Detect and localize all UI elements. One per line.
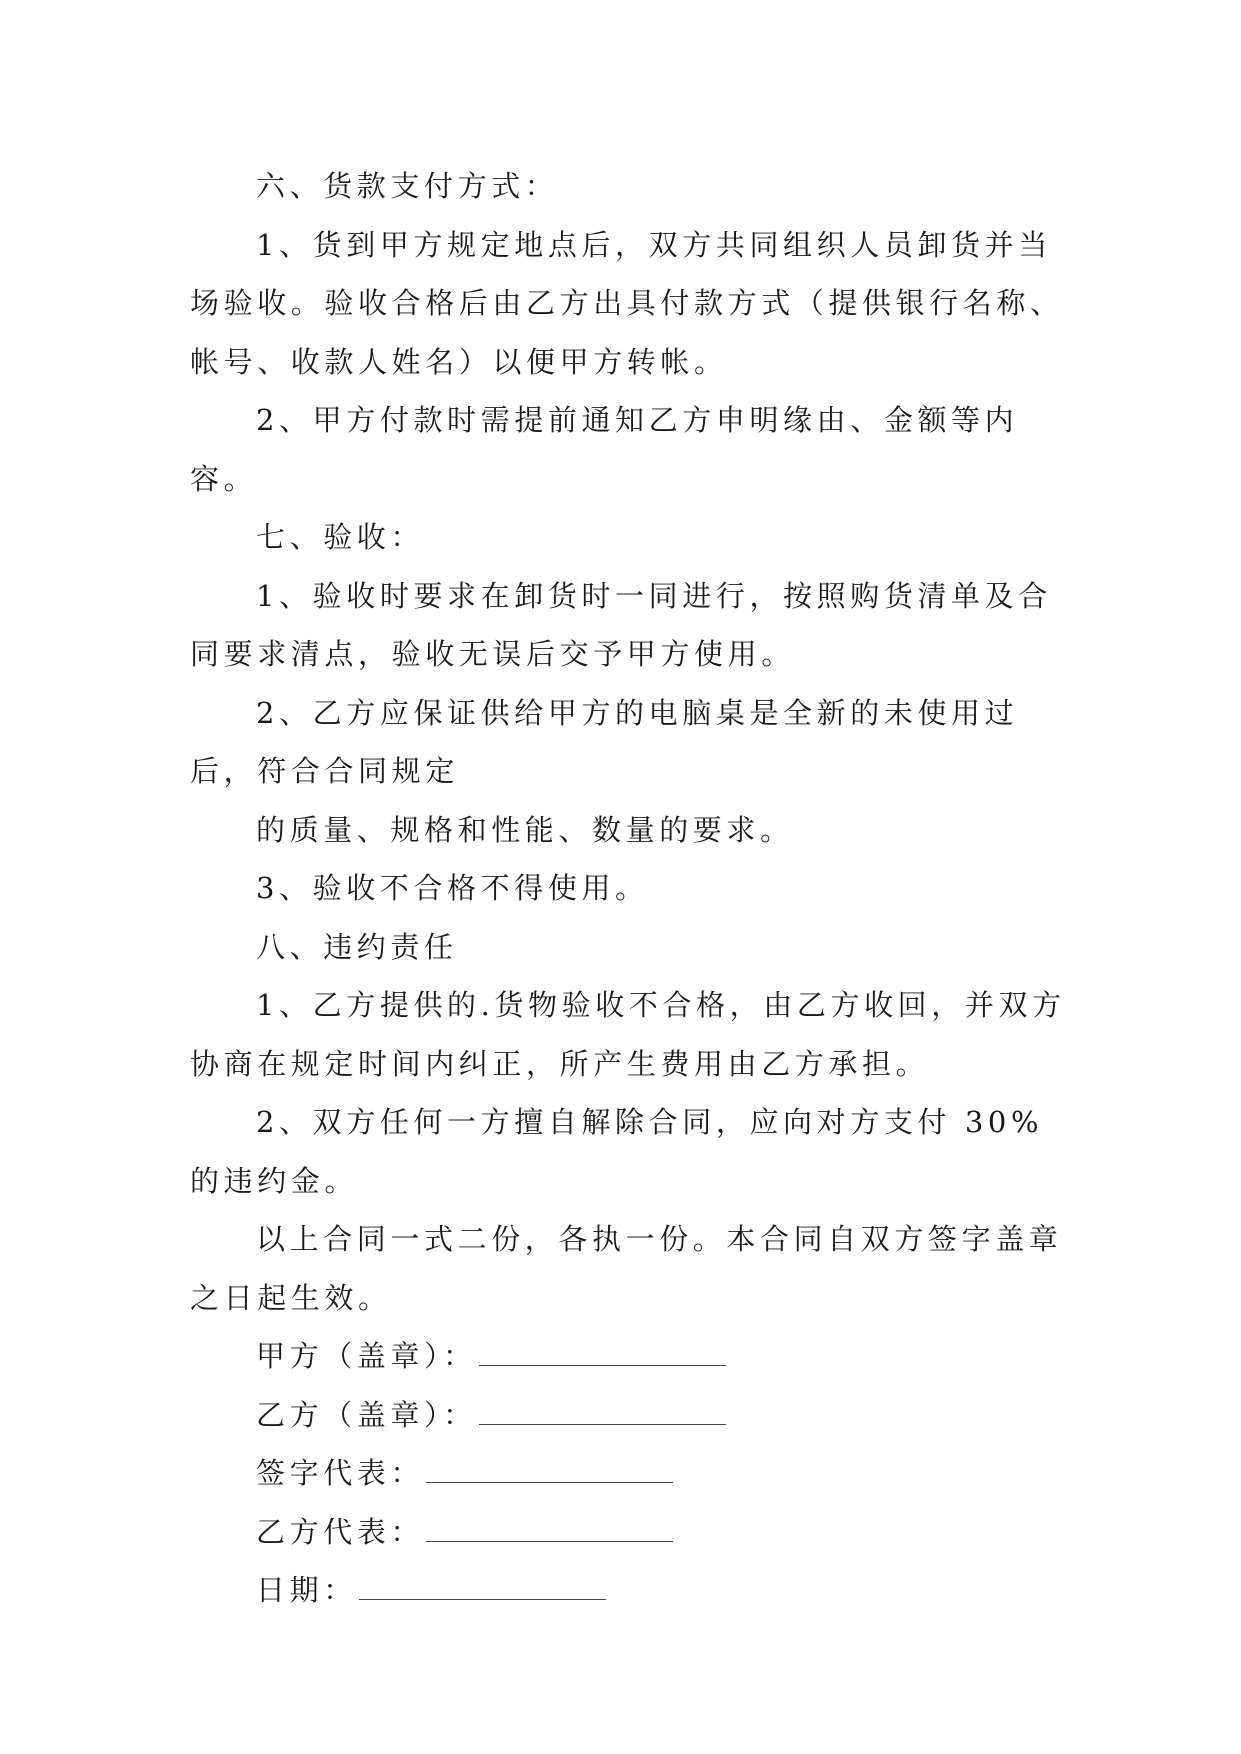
- signature-field-party-a: [190, 1327, 1070, 1386]
- signature-field-representative: [190, 1444, 1070, 1503]
- section-heading-liability: 八、违约责任: [256, 929, 458, 964]
- payment-clause-2: 2、甲方付款时需提前通知乙方申明缘由、金额等内容。: [190, 403, 1019, 496]
- signature-field-date: [190, 1561, 1070, 1620]
- signature-label-party-a: 甲方（盖章）：: [256, 1339, 477, 1373]
- signature-line-representative: [426, 1460, 673, 1483]
- section-heading-payment: 六、货款支付方式：: [256, 169, 559, 203]
- section-heading-acceptance: 七、验收：: [256, 520, 425, 554]
- liability-clause-1: 1、乙方提供的.货物验收不合格，由乙方收回，并双方协商在规定时间内纠正，所产生费用由乙方承担。: [190, 988, 1066, 1081]
- signature-field-party-b: [190, 1386, 1070, 1445]
- signature-label-party-b-representative: 乙方代表：: [256, 1514, 425, 1549]
- signature-label-party-b: 乙方（盖章）：: [256, 1397, 477, 1432]
- signature-line-party-b-representative: [426, 1519, 673, 1542]
- acceptance-clause-3: 3、验收不合格不得使用。: [256, 871, 649, 905]
- signature-label-representative: 签字代表：: [256, 1456, 425, 1490]
- signature-line-party-b: [479, 1402, 726, 1425]
- contract-body: [190, 157, 1070, 1620]
- signature-line-date: [359, 1577, 606, 1600]
- effectiveness-clause: 以上合同一式二份，各执一份。本合同自双方签字盖章之日起生效。: [190, 1222, 1063, 1315]
- signature-line-party-a: [479, 1343, 726, 1366]
- acceptance-clause-2: 2、乙方应保证供给甲方的电脑桌是全新的未使用过后，符合合同规定: [190, 695, 1019, 788]
- signature-label-date: 日期：: [256, 1573, 357, 1607]
- acceptance-clause-2-continued: 的质量、规格和性能、数量的要求。: [256, 812, 794, 847]
- liability-clause-2: 2、双方任何一方擅自解除合同，应向对方支付 30%的违约金。: [190, 1105, 1044, 1198]
- payment-clause-1: 1、货到甲方规定地点后，双方共同组织人员卸货并当场验收。验收合格后由乙方出具付款方式（提供银行名称、帐号、收款人姓名）以便甲方转帐。: [190, 227, 1064, 379]
- acceptance-clause-1: 1、验收时要求在卸货时一同进行，按照购货清单及合同要求清点，验收无误后交予甲方使用。: [190, 578, 1052, 671]
- signature-field-party-b-representative: [190, 1503, 1070, 1562]
